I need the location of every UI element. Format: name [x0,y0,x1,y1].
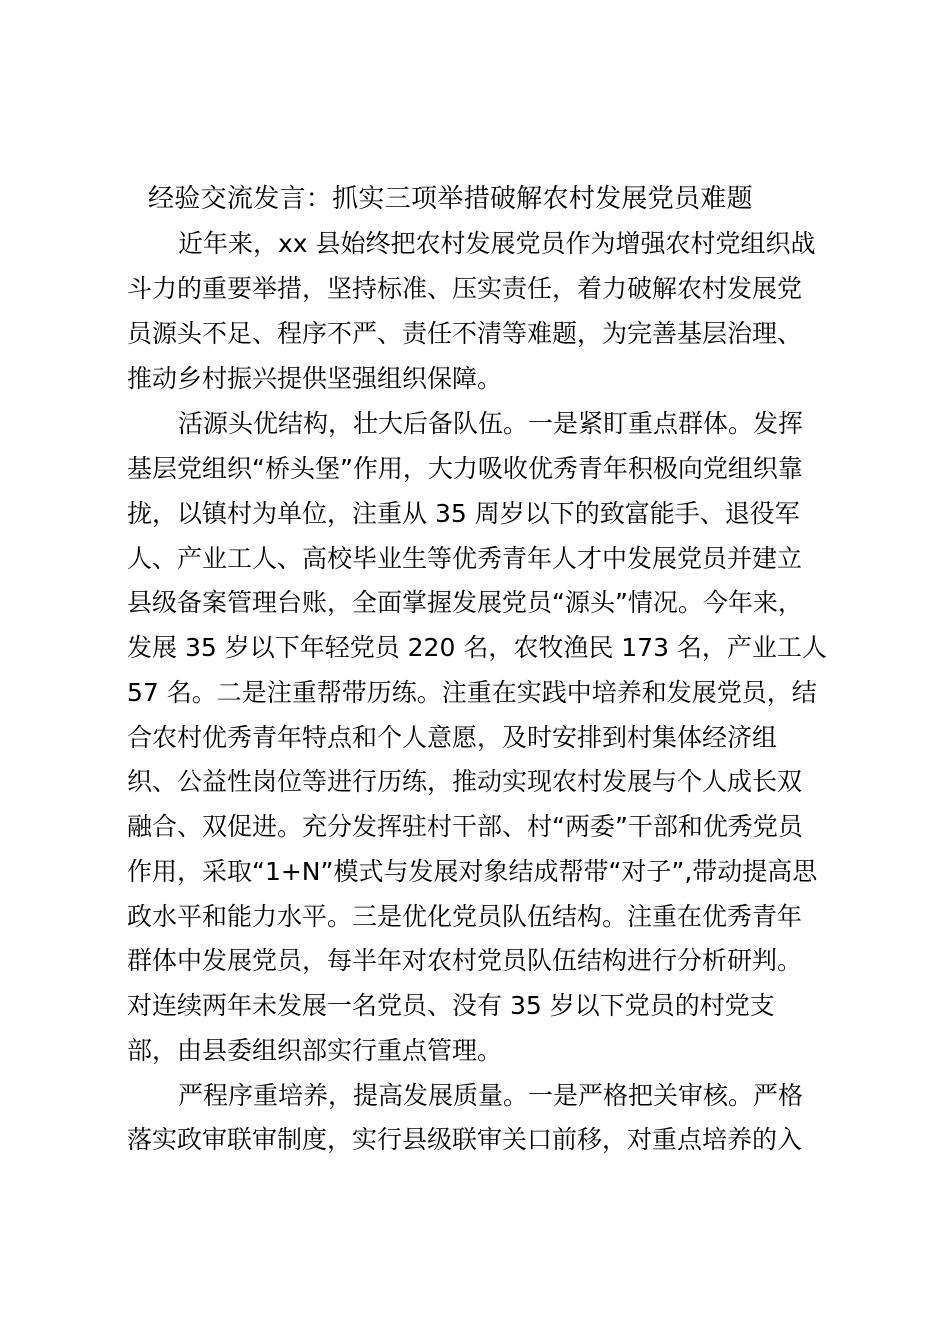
paragraph-line: 57 名。二是注重帮带历练。注重在实践中培养和发展党员，结 [127,678,817,707]
paragraph-line: 拢，以镇村为单位，注重从 35 周岁以下的致富能手、退役军 [127,499,800,528]
paragraph-line: 政水平和能力水平。三是优化党员队伍结构。注重在优秀青年 [127,902,803,931]
document-title: 经验交流发言：抓实三项举措破解农村发展党员难题 [148,184,753,214]
paragraph-line: 近年来，xx 县始终把农村发展党员作为增强农村党组织战 [178,229,816,258]
paragraph-line: 县级备案管理台账，全面掌握发展党员“源头”情况。今年来， [127,588,803,617]
paragraph-line: 人、产业工人、高校毕业生等优秀青年人才中发展党员并建立 [127,544,803,573]
paragraph-line: 斗力的重要举措，坚持标准、压实责任，着力破解农村发展党 [127,274,803,303]
paragraph-line: 活源头优结构，壮大后备队伍。一是紧盯重点群体。发挥 [178,409,804,438]
paragraph-line: 员源头不足、程序不严、责任不清等难题，为完善基层治理、 [127,319,803,348]
paragraph-line: 部，由县委组织部实行重点管理。 [127,1036,503,1065]
paragraph-line: 严程序重培养，提高发展质量。一是严格把关审核。严格 [178,1081,804,1110]
paragraph-line: 推动乡村振兴提供坚强组织保障。 [127,364,503,393]
paragraph-line: 作用，采取“1+N”模式与发展对象结成帮带“对子”,带动提高思 [127,857,818,886]
paragraph-line: 基层党组织“桥头堡”作用，大力吸收优秀青年积极向党组织靠 [127,454,803,483]
paragraph-line: 合农村优秀青年特点和个人意愿，及时安排到村集体经济组 [127,723,778,752]
paragraph-line: 融合、双促进。充分发挥驻村干部、村“两委”干部和优秀党员 [127,812,803,841]
paragraph-line: 织、公益性岗位等进行历练，推动实现农村发展与个人成长双 [127,767,803,796]
paragraph-line: 群体中发展党员，每半年对农村党员队伍结构进行分析研判。 [127,946,803,975]
paragraph-line: 对连续两年未发展一名党员、没有 35 岁以下党员的村党支 [127,991,775,1020]
paragraph-line: 落实政审联审制度，实行县级联审关口前移，对重点培养的入 [127,1125,803,1154]
paragraph-line: 发展 35 岁以下年轻党员 220 名，农牧渔民 173 名，产业工人 [127,633,827,662]
